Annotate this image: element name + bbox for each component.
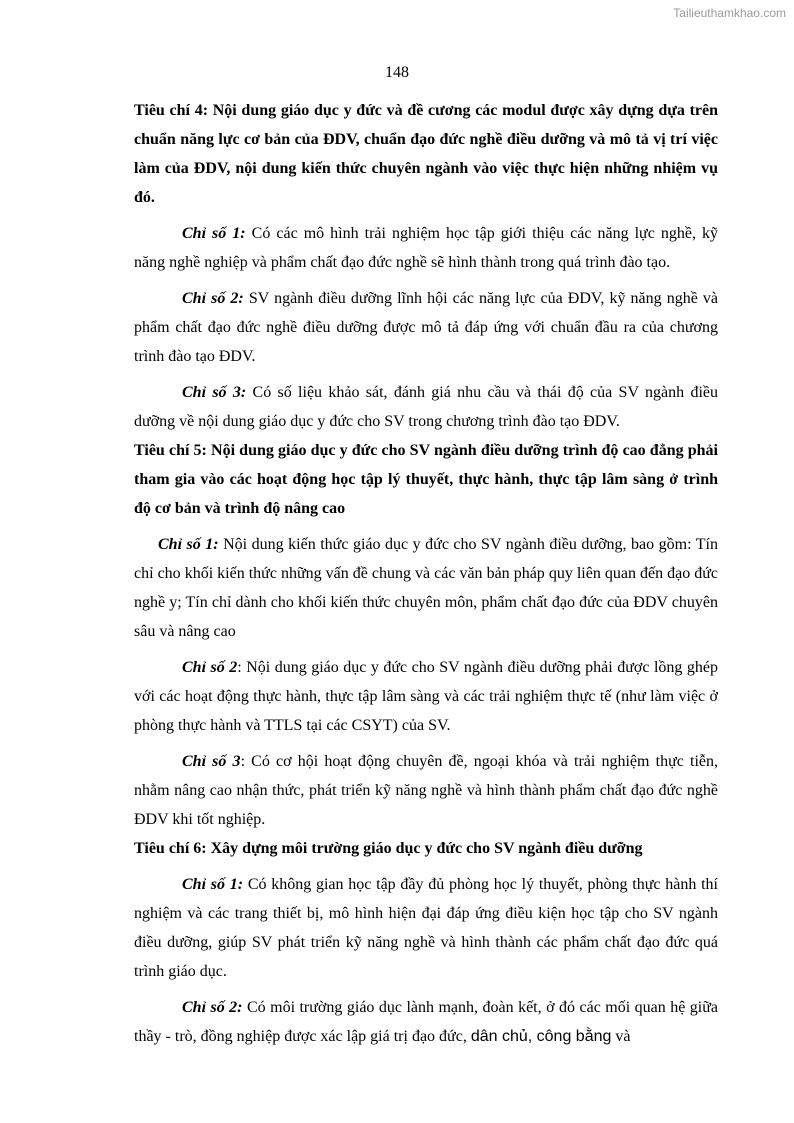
watermark: Tailieuthamkhao.com <box>673 6 786 20</box>
indicator-text: SV ngành điều dưỡng lĩnh hội các năng lực của ĐDV, kỹ năng nghề và phẩm chất đạo đức nghề điều dưỡng được mô tả đáp ứng với chuẩn đầu ra của chương trình đào tạo ĐDV. <box>134 290 719 365</box>
indicator-label: Chỉ số 2: <box>182 999 243 1016</box>
indicator-label: Chỉ số 1: <box>182 225 246 242</box>
criterion-4-heading: Tiêu chí 4: Nội dung giáo dục y đức và đề cương các modul được xây dựng dựa trên chuẩn năng lực cơ bản của ĐDV, chuẩn đạo đức nghề điều dưỡng và mô tả vị trí việc làm của ĐDV, nội dung kiến thức chuyên ngành vào việc thực hiện những nhiệm vụ đó. <box>134 102 718 206</box>
criterion-5-indicator-3 <box>134 747 718 834</box>
page-body <box>134 96 718 1051</box>
indicator-text-tail: và <box>611 1028 631 1045</box>
criterion-4-indicator-3 <box>134 378 718 436</box>
page-number: 148 <box>385 64 409 81</box>
criterion-5-heading: Tiêu chí 5: Nội dung giáo dục y đức cho SV ngành điều dưỡng trình độ cao đẳng phải tham gia vào các hoạt động học tập lý thuyết, thực hành, thực tập lâm sàng ở trình độ cơ bản và trình độ nâng cao <box>134 442 718 517</box>
indicator-label: Chỉ số 3: <box>182 384 247 401</box>
indicator-label: Chỉ số 2 <box>182 659 238 676</box>
indicator-label: Chỉ số 2: <box>182 290 244 307</box>
indicator-label: Chỉ số 3 <box>182 753 241 770</box>
criterion-4-indicator-2 <box>134 284 718 371</box>
indicator-text: Nội dung kiến thức giáo dục y đức cho SV ngành điều dưỡng, bao gồm: Tín chỉ cho khối kiến thức những vấn đề chung và các văn bản pháp quy liên quan đến đạo đức nghề y; Tín chỉ dành cho khối kiến thức chuyên môn, phẩm chất đạo đức của ĐDV chuyên sâu và nâng cao <box>134 536 719 640</box>
criterion-4-indicator-1 <box>134 219 718 277</box>
criterion-5-indicator-2 <box>134 653 718 740</box>
criterion-6-indicator-2 <box>134 993 718 1051</box>
criterion-6-indicator-1 <box>134 870 718 986</box>
indicator-text: : Có cơ hội hoạt động chuyên đề, ngoại khóa và trải nghiệm thực tiễn, nhằm nâng cao nhận thức, phát triển kỹ năng nghề và hình thành phẩm chất đạo đức nghề ĐDV khi tốt nghiệp. <box>134 753 718 828</box>
indicator-text: : Nội dung giáo dục y đức cho SV ngành điều dưỡng phải được lồng ghép với các hoạt động thực hành, thực tập lâm sàng và các trải nghiệm thực tế (như làm việc ở phòng thực hành và TTLS tại các CSYT) của SV. <box>134 659 718 734</box>
indicator-label: Chỉ số 1: <box>158 536 219 553</box>
indicator-text: Có môi trường giáo dục lành mạnh, đoàn kết, ở đó các mối quan hệ giữa thầy - trò, đồng nghiệp được xác lập giá trị đạo đức, <box>134 999 718 1045</box>
criterion-5-indicator-1 <box>134 530 718 646</box>
indicator-label: Chỉ số 1: <box>182 876 244 893</box>
criterion-6-heading: Tiêu chí 6: Xây dựng môi trường giáo dục y đức cho SV ngành điều dưỡng <box>134 840 643 857</box>
indicator-text: Có không gian học tập đầy đủ phòng học lý thuyết, phòng thực hành thí nghiệm và các trang thiết bị, mô hình hiện đại đáp ứng điều kiện học tập cho SV ngành điều dưỡng, giúp SV phát triển kỹ năng nghề và hình thành các phẩm chất đạo đức quá trình giáo dục. <box>134 876 719 980</box>
indicator-text: Có các mô hình trải nghiệm học tập giới thiệu các năng lực nghề, kỹ năng nghề nghiệp và phẩm chất đạo đức nghề sẽ hình thành trong quá trình đào tạo. <box>134 225 718 271</box>
indicator-text: Có số liệu khảo sát, đánh giá nhu cầu và thái độ của SV ngành điều dưỡng về nội dung giáo dục y đức cho SV trong chương trình đào tạo ĐDV. <box>134 384 718 430</box>
indicator-text-sans: dân chủ, công bằng <box>470 1028 612 1045</box>
